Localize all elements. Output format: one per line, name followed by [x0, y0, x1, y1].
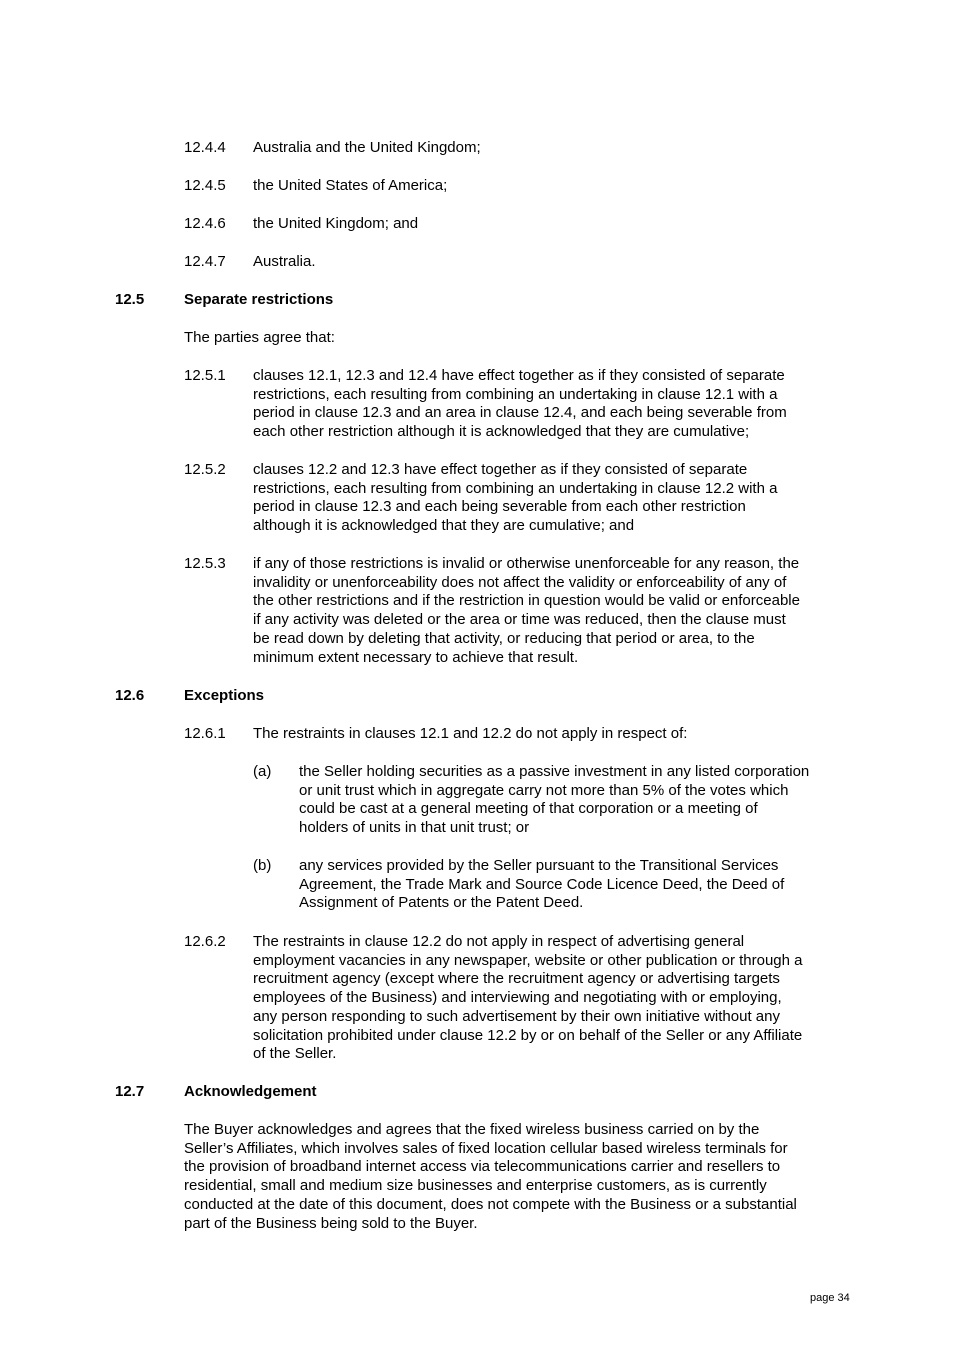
section-title: Separate restrictions	[184, 291, 334, 308]
sub-clause-text: any services provided by the Seller pursuant to the Transitional Services Agreement, the Trade Mark and Source Code Licence Deed, the Deed of Assignment of Patents or the Patent Deed.	[299, 857, 785, 912]
clause-text: clauses 12.1, 12.3 and 12.4 have effect together as if they consisted of separate restrictions, each resulting from combining an undertaking in clause 12.1 with a period in clause 12.3 and an area in clause 12.4, and each being severable from each other restriction although it is acknowledged that they are cumulative;	[253, 367, 787, 441]
clause-number: 12.5.3	[184, 555, 226, 572]
section-12-7-body: The Buyer acknowledges and agrees that the fixed wireless business carried on by the Seller’s Affiliates, which involves sales of fixed location cellular based wireless terminals for the provision of broadband internet access via telecommunications carrier and resellers to residential, small and medium size businesses and enterprise customers, as is currently conducted at the date of this document, does not compete with the Business or a substantial part of the Business being sold to the Buyer.	[184, 1121, 797, 1232]
clause-number: 12.5.1	[184, 367, 226, 384]
page-number: page 34	[810, 1292, 850, 1304]
clause-text: Australia.	[253, 253, 316, 270]
clause-number: 12.4.6	[184, 215, 226, 232]
section-number: 12.6	[115, 687, 145, 704]
clause-text: clauses 12.2 and 12.3 have effect together as if they consisted of separate restrictions, each resulting from combining an undertaking in clause 12.2 with a period in clause 12.3 and each being severable from each other restriction although it is acknowledged that they are cumulative; and	[253, 461, 778, 535]
sub-clause-label: (b)	[253, 857, 272, 874]
clause-text: if any of those restrictions is invalid or otherwise unenforceable for any reason, the invalidity or unenforceability does not affect the validity or enforceability of any of the other restrictions and if the restriction in question would be valid or enforceable if any activity was deleted or the area or time was reduced, then the clause must be read down by deleting that activity, or reducing that period or area, to the minimum extent necessary to achieve that result.	[253, 555, 800, 666]
section-title: Acknowledgement	[184, 1083, 317, 1100]
clause-number: 12.6.1	[184, 725, 226, 742]
clause-text: The restraints in clause 12.2 do not apply in respect of advertising general employment vacancies in any newspaper, website or other publication or through a recruitment agency (except where the recruitment agency or advertising targets employees of the Business) and interviewing and negotiating with or employing, any person responding to such advertisement by their own initiative without any solicitation prohibited under clause 12.2 by or on behalf of the Seller or any Affiliate of the Seller.	[253, 933, 803, 1063]
section-number: 12.7	[115, 1083, 145, 1100]
clause-number: 12.4.4	[184, 139, 226, 156]
sub-clause-label: (a)	[253, 763, 272, 780]
clause-number: 12.6.2	[184, 933, 226, 950]
section-title: Exceptions	[184, 687, 265, 704]
clause-number: 12.4.5	[184, 177, 226, 194]
clause-text: Australia and the United Kingdom;	[253, 139, 481, 156]
sub-clause-text: the Seller holding securities as a passive investment in any listed corporation or unit trust which in aggregate carry not more than 5% of the votes which could be cast at a general meeting of that corporation or a meeting of holders of units in that unit trust; or	[299, 763, 810, 837]
section-12-5-intro: The parties agree that:	[184, 329, 335, 346]
clause-text: the United Kingdom; and	[253, 215, 419, 232]
clause-text: The restraints in clauses 12.1 and 12.2 do not apply in respect of:	[253, 725, 688, 742]
clause-number: 12.4.7	[184, 253, 226, 270]
section-number: 12.5	[115, 291, 145, 308]
clause-number: 12.5.2	[184, 461, 226, 478]
clause-text: the United States of America;	[253, 177, 448, 194]
